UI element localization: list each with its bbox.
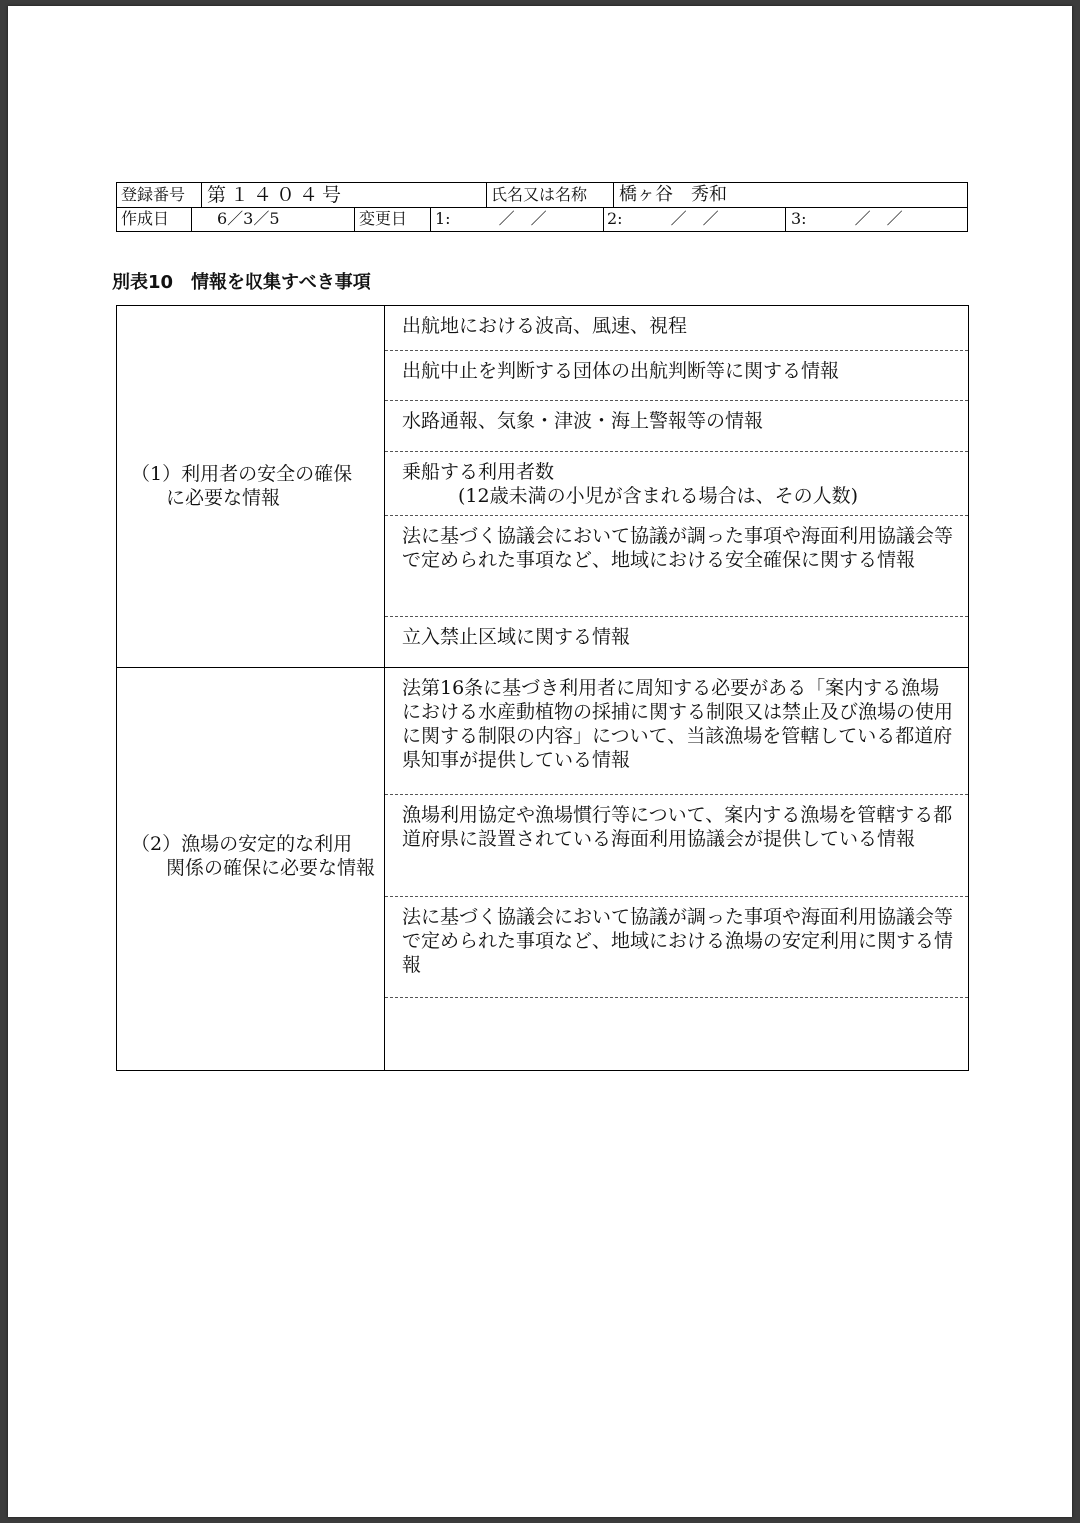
document-page (8, 6, 1072, 1517)
section-label-line: （1）利用者の安全の確保 (131, 463, 353, 485)
change-date-1: 1: ／ ／ (435, 209, 547, 228)
change-date-3: 3: ／ ／ (791, 209, 903, 228)
table-caption: 別表10 情報を収集すべき事項 (112, 272, 371, 293)
divider (201, 183, 202, 207)
item-text: 出航中止を判断する団体の出航判断等に関する情報 (402, 360, 840, 382)
divider (785, 207, 786, 231)
list-item (385, 617, 968, 667)
list-item (385, 795, 968, 897)
section-label (131, 462, 383, 510)
created-value: 6／3／5 (217, 209, 280, 228)
list-item (385, 668, 968, 795)
registration-row-2 (117, 207, 967, 231)
item-text: 水路通報、気象・津波・海上警報等の情報 (402, 410, 764, 432)
changed-label: 変更日 (359, 209, 408, 228)
info-table (116, 305, 969, 1071)
item-text: 法に基づく協議会において協議が調った事項や海面利用協議会等で定められた事項など、地域における安全確保に関する情報 (402, 525, 954, 571)
list-item (385, 306, 968, 351)
created-label: 作成日 (121, 209, 170, 228)
section-label (131, 832, 383, 880)
list-item (385, 516, 968, 617)
item-text: 出航地における波高、風速、視程 (402, 315, 688, 337)
section-label-line: 関係の確保に必要な情報 (166, 857, 376, 879)
table-section-fishery (117, 668, 968, 1070)
item-text: 法第16条に基づき利用者に周知する必要がある「案内する漁場における水産動植物の採捕に関する制限又は禁止及び漁場の使用に関する制限の内容」について、当該漁場を管轄している都道府県知事が提供している情報 (402, 677, 954, 771)
section-label-line: （2）漁場の安定的な利用 (131, 833, 353, 855)
list-item (385, 897, 968, 998)
reg-no-value: 第１４０４号 (207, 184, 346, 206)
list-item (385, 452, 968, 516)
item-subtext: (12歳未満の小児が含まれる場合は、その人数) (458, 485, 859, 507)
item-text: 乗船する利用者数 (402, 461, 555, 483)
item-text: 立入禁止区域に関する情報 (402, 626, 631, 648)
table-section-safety (117, 306, 968, 668)
change-date-2: 2: ／ ／ (607, 209, 719, 228)
name-label: 氏名又は名称 (491, 185, 588, 204)
divider (613, 183, 614, 207)
item-text: 法に基づく協議会において協議が調った事項や海面利用協議会等で定められた事項など、地域における漁場の安定利用に関する情報 (402, 906, 954, 976)
reg-no-label: 登録番号 (121, 185, 186, 204)
list-item (385, 401, 968, 452)
section-label-cell (117, 306, 385, 667)
list-item (385, 998, 968, 1068)
list-item (385, 351, 968, 401)
registration-row-1 (117, 183, 967, 208)
divider (191, 207, 192, 231)
registration-table (116, 182, 968, 232)
section-label-cell (117, 668, 385, 1070)
item-text: 漁場利用協定や漁場慣行等について、案内する漁場を管轄する都道府県に設置されている海面利用協議会が提供している情報 (402, 804, 953, 850)
section-label-line: に必要な情報 (166, 487, 281, 509)
name-value: 橋ヶ谷 秀和 (619, 184, 727, 205)
